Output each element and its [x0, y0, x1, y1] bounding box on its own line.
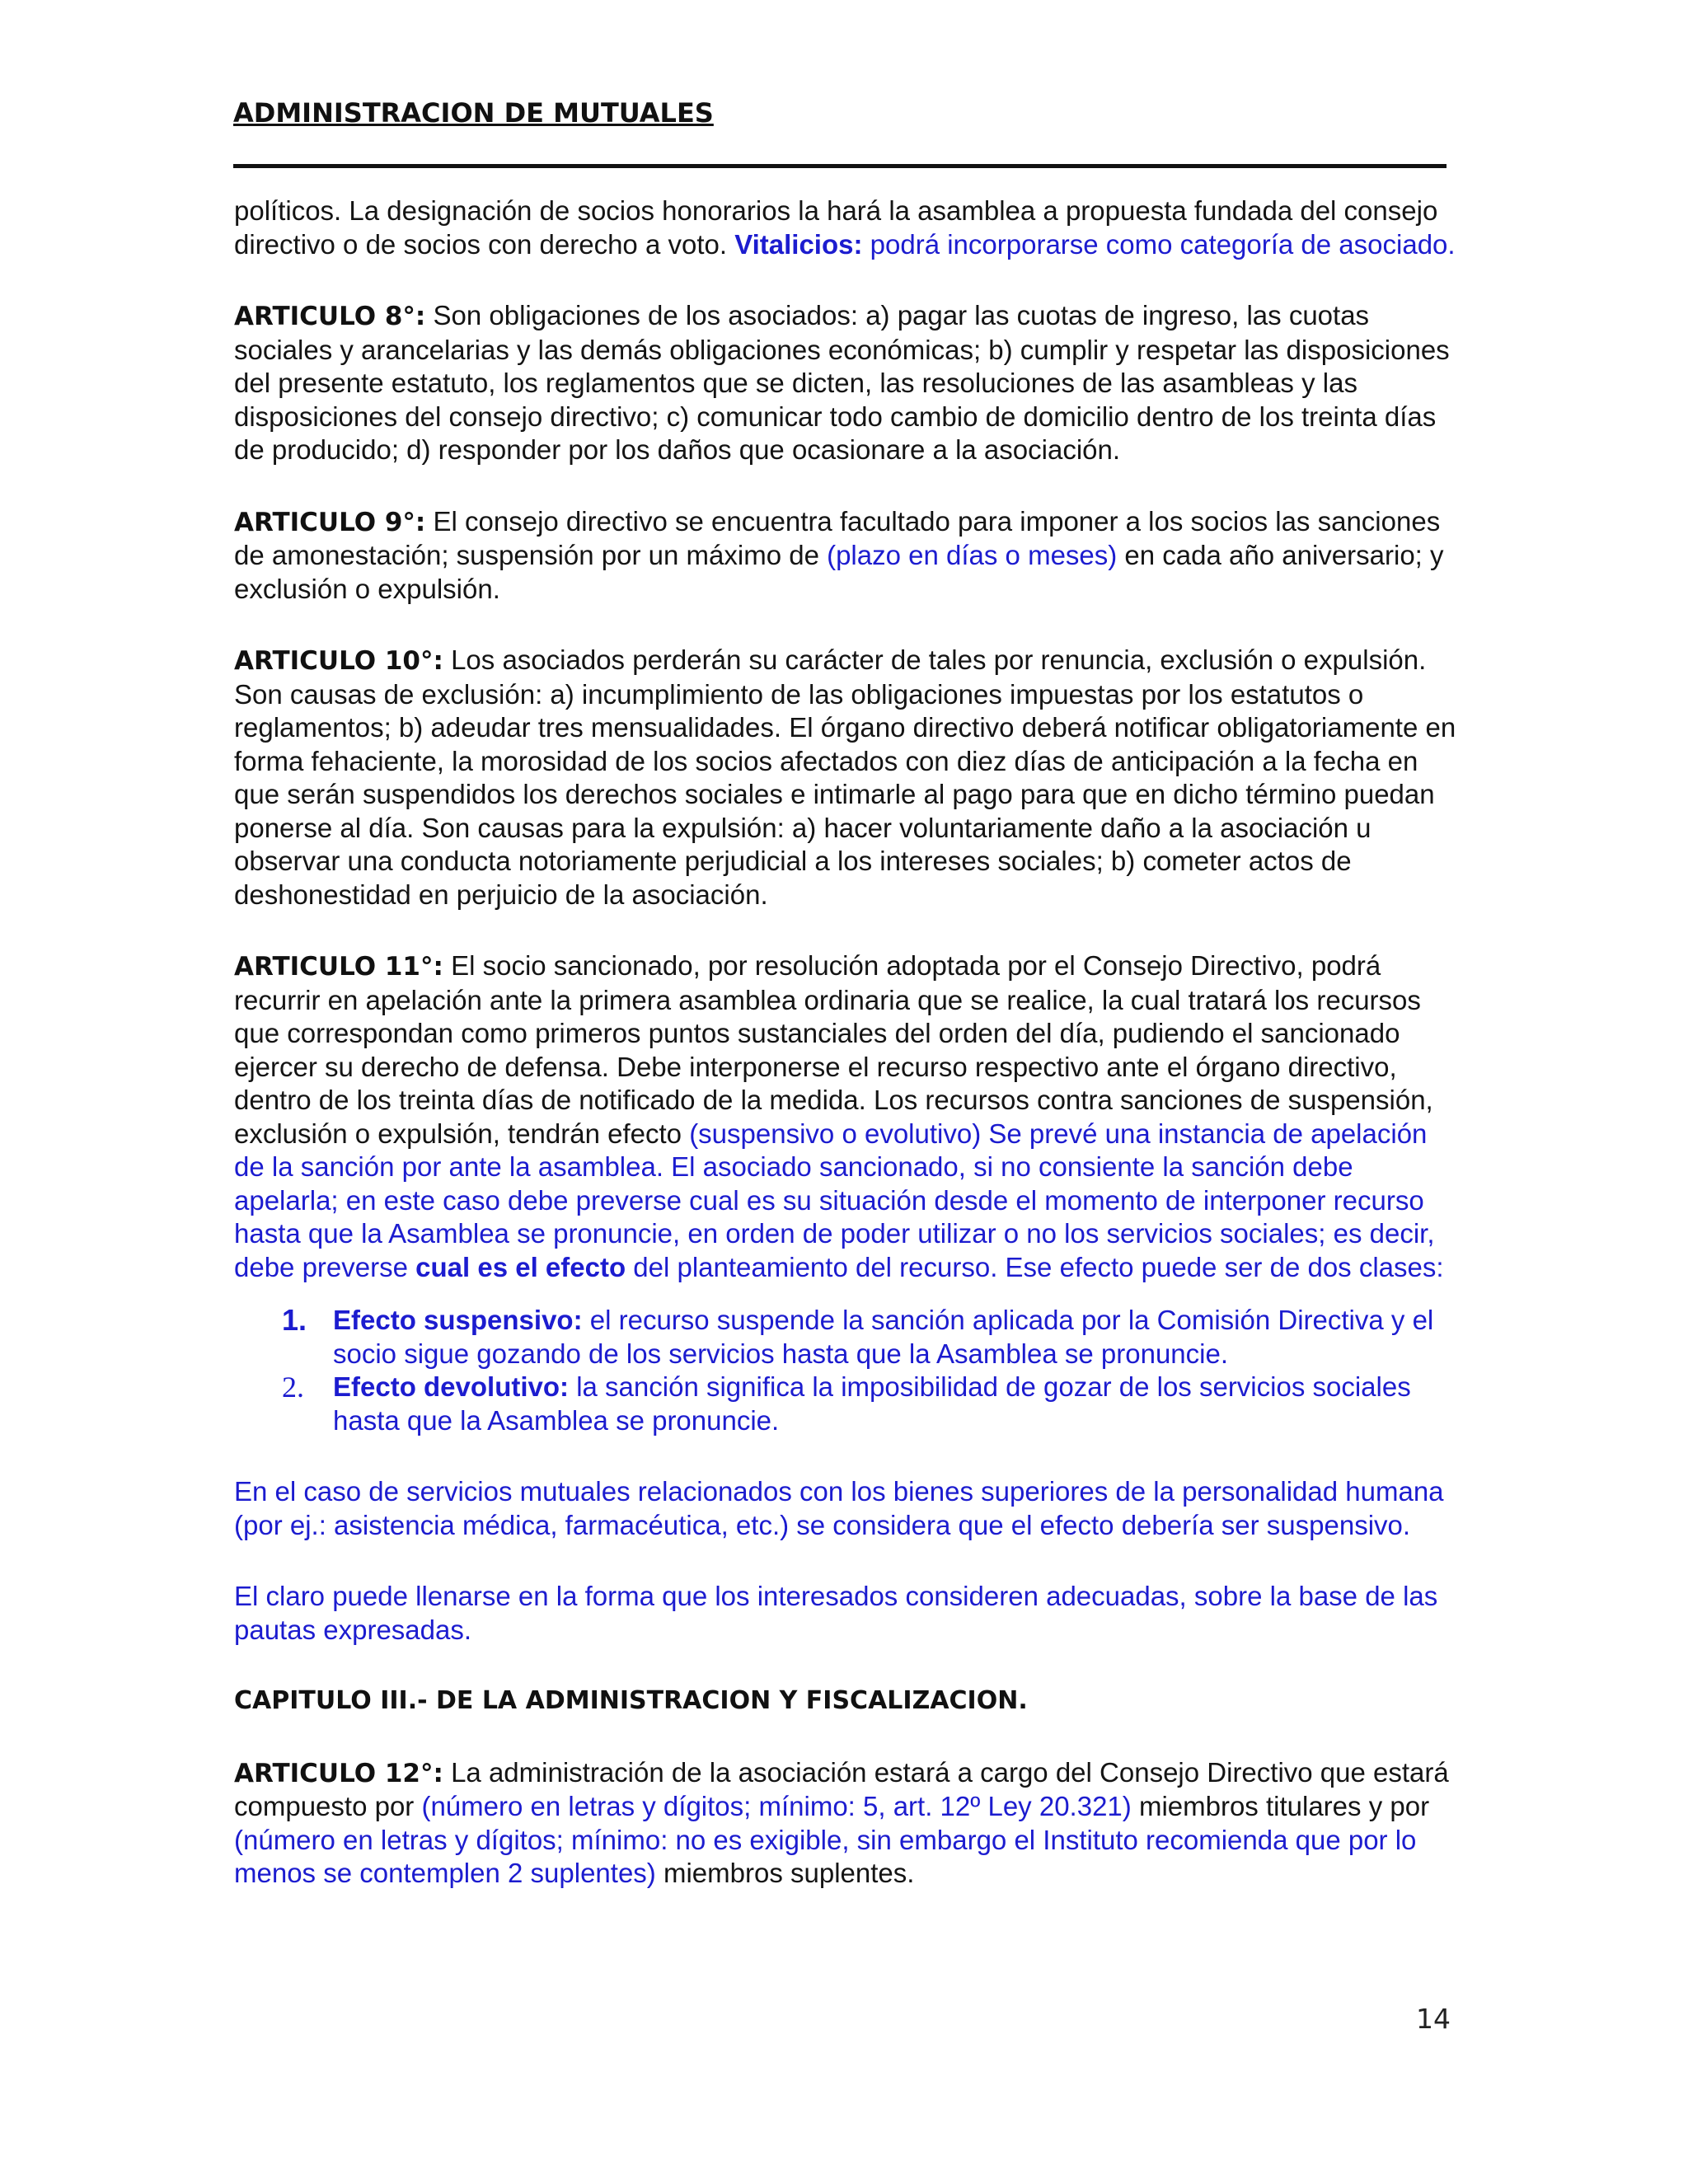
- list-item: [282, 1304, 1462, 1371]
- article-12-text-1: La administración de la asociación estará a cargo del Consejo Directivo que estará compuesto por: [234, 1756, 1449, 1821]
- article-11-note-bold: cual es el efecto: [415, 1251, 626, 1282]
- article-12-title: ARTICULO 12°:: [234, 1758, 443, 1788]
- article-11-title: ARTICULO 11°:: [234, 952, 443, 982]
- article-11-note-1: (suspensivo o evolutivo) Se prevé una instancia de apelación de la sanción por ante la asamblea. El asociado sancionado, si no consiente la sanción debe apelarla; en este caso debe preverse cual es su situación desde el momento de interponer recurso hasta que la Asamblea se pronuncie, en orden de poder utilizar o no los servicios sociales; es decir, debe preverse: [234, 1118, 1435, 1282]
- list-number: 2.: [282, 1371, 304, 1404]
- header-rule: [233, 164, 1447, 168]
- article-12-placeholder-1: (número en letras y dígitos; mínimo: 5, art. 12º Ley 20.321): [421, 1791, 1132, 1821]
- article-9-title: ARTICULO 9°:: [234, 507, 426, 537]
- article-9-placeholder: (plazo en días o meses): [827, 540, 1118, 570]
- effect-title: Efecto devolutivo:: [333, 1371, 570, 1402]
- note-paragraph-2: El claro puede llenarse en la forma que los interesados consideren adecuadas, sobre la base de las pautas expresadas.: [234, 1581, 1438, 1645]
- article-10-title: ARTICULO 10°:: [234, 646, 443, 676]
- intro-paragraph: [234, 194, 1462, 261]
- list-number: 1.: [282, 1303, 307, 1337]
- article-8-title: ARTICULO 8°:: [234, 302, 426, 331]
- chapter-heading: CAPITULO III.- DE LA ADMINISTRACION Y FISCALIZACION.: [234, 1686, 1028, 1715]
- article-11: [234, 949, 1462, 1284]
- article-9-text-1: El consejo directivo se encuentra facultado para imponer a los socios las sanciones de amonestación; suspensión por un máximo de: [234, 505, 1441, 570]
- article-11-text: El socio sancionado, por resolución adoptada por el Consejo Directivo, podrá recurrir en apelación ante la primera asamblea ordinaria que se realice, la cual tratará los recursos que correspondan como primeros puntos sustanciales del orden del día, pudiendo el sancionado ejercer su derecho de defensa. Debe interponerse el recurso respectivo ante el órgano directivo, dentro de los treinta días de notificado de la medida. Los recursos contra sanciones de suspensión, exclusión o expulsión, tendrán efecto: [234, 950, 1433, 1149]
- page-number: 14: [1416, 2003, 1451, 2035]
- article-12-text-2: miembros titulares y por: [1131, 1791, 1430, 1821]
- vitalicios-label: Vitalicios:: [734, 228, 863, 260]
- effect-text: el recurso suspende la sanción aplicada por la Comisión Directiva y el socio sigue gozando de los servicios hasta que la Asamblea se pronuncie.: [333, 1305, 1434, 1369]
- article-10: [234, 644, 1462, 912]
- article-10-text: Los asociados perderán su carácter de tales por renuncia, exclusión o expulsión. Son causas de exclusión: a) incumplimiento de las obligaciones impuestas por los estatutos o reglamentos; b) adeudar tres mensualidades. El órgano directivo deberá notificar obligatoriamente en forma fehaciente, la morosidad de los socios afectados con diez días de anticipación a la fecha en que serán suspendidos los derechos sociales e intimarle al pago para que en dicho término puedan ponerse al día. Son causas para la expulsión: a) hacer voluntariamente daño a la asociación u observar una conducta notoriamente perjudicial a los intereses sociales; b) cometer actos de deshonestidad en perjuicio de la asociación.: [234, 644, 1456, 910]
- article-11-note-2: del planteamiento del recurso. Ese efecto puede ser de dos clases:: [626, 1251, 1444, 1282]
- effect-text: la sanción significa la imposibilidad de gozar de los servicios sociales hasta que la Asamblea se pronuncie.: [333, 1371, 1411, 1436]
- article-8-text: Son obligaciones de los asociados: a) pagar las cuotas de ingreso, las cuotas sociales y arancelarias y las demás obligaciones económicas; b) cumplir y respetar las disposiciones del presente estatuto, los reglamentos que se dicten, las resoluciones de las asambleas y las disposiciones del consejo directivo; c) comunicar todo cambio de domicilio dentro de los treinta días de producido; d) responder por los daños que ocasionare a la asociación.: [234, 300, 1450, 465]
- note-paragraph-1: En el caso de servicios mutuales relacionados con los bienes superiores de la personalidad humana (por ej.: asistencia médica, farmacéutica, etc.) se considera que el efecto debería ser suspensivo.: [234, 1476, 1444, 1540]
- article-9: [234, 505, 1462, 607]
- article-12-placeholder-2: (número en letras y dígitos; mínimo: no es exigible, sin embargo el Instituto recomienda que por lo menos se contemplen 2 suplentes): [234, 1824, 1417, 1888]
- document-body: [234, 194, 1462, 1891]
- list-item: [282, 1371, 1462, 1437]
- article-12: [234, 1756, 1462, 1891]
- page-header: ADMINISTRACION DE MUTUALES: [233, 97, 714, 129]
- intro-text: políticos. La designación de socios honorarios la hará la asamblea a propuesta fundada del consejo directivo o de socios con derecho a voto.: [234, 195, 1438, 260]
- article-8: [234, 299, 1462, 467]
- effects-list: [282, 1304, 1462, 1437]
- article-12-text-3: miembros suplentes.: [655, 1858, 915, 1888]
- article-9-text-2: en cada año aniversario; y exclusión o expulsión.: [234, 540, 1444, 604]
- effect-title: Efecto suspensivo:: [333, 1305, 583, 1335]
- vitalicios-text: podrá incorporarse como categoría de asociado.: [862, 228, 1456, 260]
